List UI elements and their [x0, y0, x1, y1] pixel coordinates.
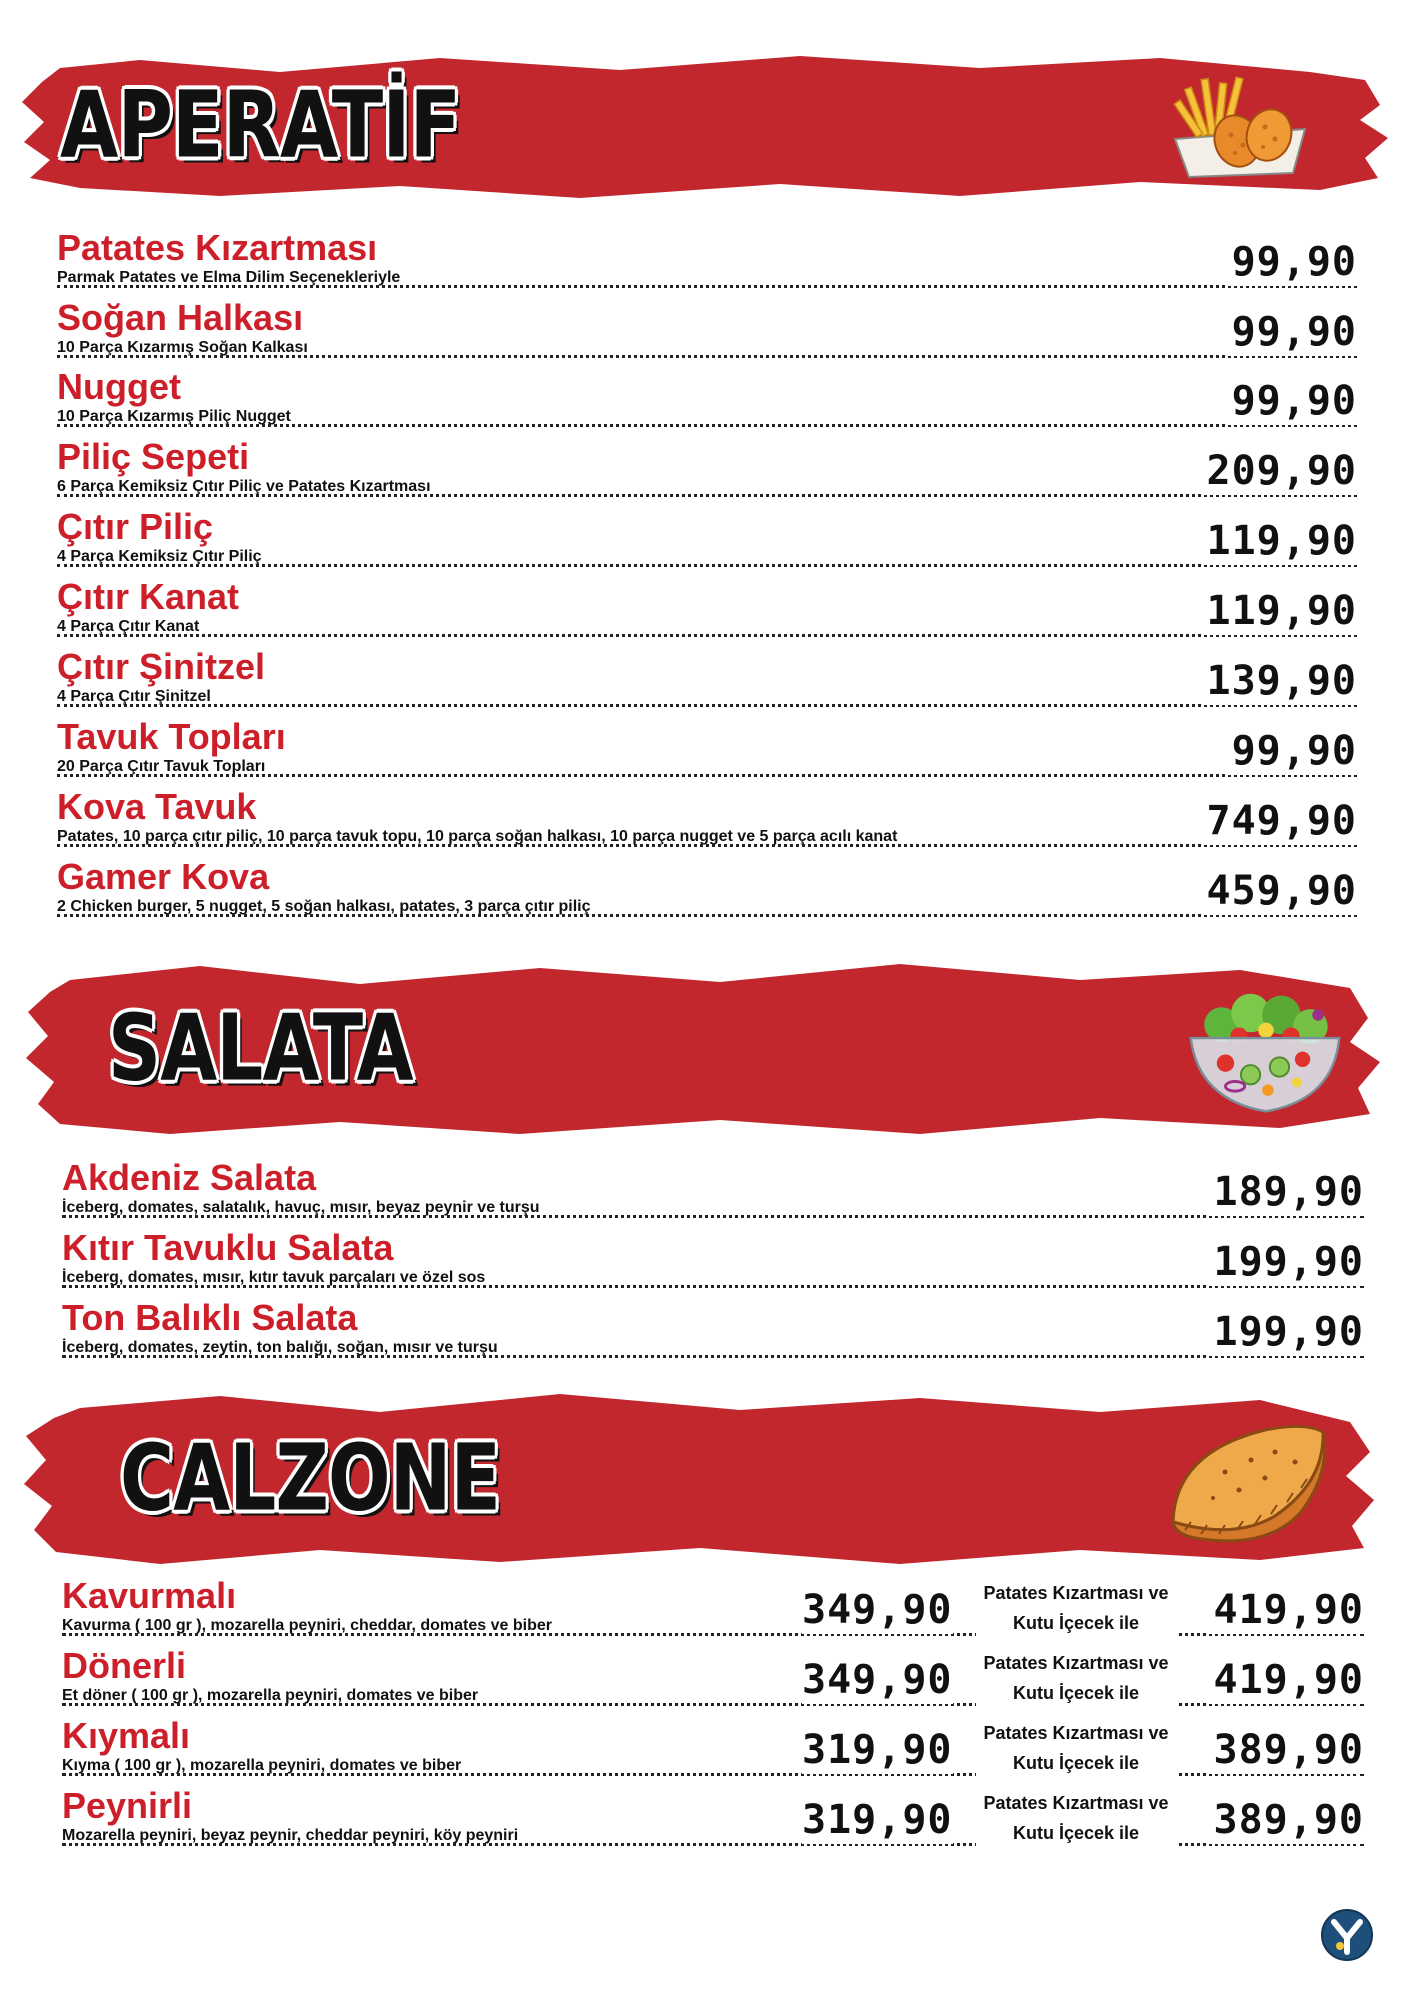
item-name: Soğan Halkası — [57, 297, 304, 338]
item-description: 10 Parça Kızarmış Soğan Kalkası — [57, 339, 308, 356]
item-price: 209,90 — [1201, 447, 1358, 495]
item-price: 349,90 — [802, 1657, 953, 1703]
combo-price: 389,90 — [1208, 1796, 1365, 1844]
combo-label — [976, 1788, 1176, 1848]
menu-item — [62, 1298, 1364, 1368]
menu-item — [62, 1716, 1364, 1786]
item-price: 99,90 — [1226, 727, 1357, 775]
menu-item — [57, 507, 1357, 577]
item-name: Kavurmalı — [62, 1575, 237, 1616]
menu-item — [57, 787, 1357, 857]
dotted-leader — [62, 1215, 1364, 1218]
item-name: Dönerli — [62, 1645, 187, 1686]
item-description: 4 Parça Çıtır Şinitzel — [57, 688, 211, 705]
section-banner-salata — [20, 958, 1390, 1138]
item-price: 319,90 — [802, 1797, 953, 1843]
item-description: 6 Parça Kemiksiz Çıtır Piliç ve Patates Kızartması — [57, 478, 431, 495]
combo-label-line2: Kutu İçecek ile — [1012, 1753, 1140, 1773]
dotted-leader — [57, 424, 1357, 427]
combo-label-line1: Patates Kızartması ve — [983, 1583, 1169, 1603]
menu-item — [62, 1228, 1364, 1298]
combo-label-line2: Kutu İçecek ile — [1012, 1683, 1140, 1703]
dotted-leader — [57, 285, 1357, 288]
dotted-leader — [57, 914, 1357, 917]
salad-bowl-icon — [1180, 986, 1350, 1121]
dotted-leader — [57, 704, 1357, 707]
item-name: Akdeniz Salata — [62, 1157, 317, 1198]
fries-chicken-icon — [1165, 68, 1315, 180]
item-name: Çıtır Piliç — [57, 506, 214, 547]
item-price: 119,90 — [1201, 587, 1358, 635]
item-price: 349,90 — [802, 1587, 953, 1633]
item-price: 189,90 — [1208, 1168, 1365, 1216]
item-price: 459,90 — [1201, 867, 1358, 915]
section-title: CALZONE — [120, 1424, 501, 1532]
dotted-leader — [57, 634, 1357, 637]
combo-label-line1: Patates Kızartması ve — [983, 1653, 1169, 1673]
item-price: 319,90 — [802, 1727, 953, 1773]
calzone-icon — [1155, 1412, 1335, 1552]
item-description: İceberg, domates, salatalık, havuç, mısır, beyaz peynir ve turşu — [62, 1199, 540, 1216]
item-price: 99,90 — [1226, 377, 1357, 425]
item-name: Kıtır Tavuklu Salata — [62, 1227, 394, 1268]
menu-item — [57, 437, 1357, 507]
menu-item — [57, 717, 1357, 787]
item-description: 4 Parça Kemiksiz Çıtır Piliç — [57, 548, 262, 565]
brand-logo-icon — [1320, 1908, 1374, 1962]
item-name: Çıtır Şinitzel — [57, 646, 266, 687]
item-name: Nugget — [57, 366, 181, 407]
menu-item — [62, 1158, 1364, 1228]
item-description: İceberg, domates, zeytin, ton balığı, soğan, mısır ve turşu — [62, 1339, 498, 1356]
item-name: Tavuk Topları — [57, 716, 286, 757]
combo-price: 389,90 — [1208, 1726, 1365, 1774]
item-price: 199,90 — [1208, 1238, 1365, 1286]
dotted-leader — [57, 355, 1357, 358]
combo-label — [976, 1718, 1176, 1778]
item-description: Parmak Patates ve Elma Dilim Seçenekleriyle — [57, 269, 401, 286]
item-name: Peynirli — [62, 1785, 193, 1826]
item-description: Patates, 10 parça çıtır piliç, 10 parça tavuk topu, 10 parça soğan halkası, 10 parça nugget ve 5 parça acılı kanat — [57, 828, 898, 845]
item-price: 99,90 — [1226, 238, 1357, 286]
item-description: 20 Parça Çıtır Tavuk Topları — [57, 758, 266, 775]
item-price: 119,90 — [1201, 517, 1358, 565]
menu-item — [57, 298, 1357, 368]
menu-item — [62, 1576, 1364, 1646]
menu-item — [57, 228, 1357, 298]
combo-label-line2: Kutu İçecek ile — [1012, 1823, 1140, 1843]
item-description: 4 Parça Çıtır Kanat — [57, 618, 200, 635]
item-name: Kova Tavuk — [57, 786, 257, 827]
dotted-leader — [57, 844, 1357, 847]
item-name: Ton Balıklı Salata — [62, 1297, 358, 1338]
item-description: Kıyma ( 100 gr ), mozarella peyniri, domates ve biber — [62, 1757, 462, 1774]
combo-label-line1: Patates Kızartması ve — [983, 1793, 1169, 1813]
item-name: Piliç Sepeti — [57, 436, 250, 477]
item-price: 749,90 — [1201, 797, 1358, 845]
item-name: Kıymalı — [62, 1715, 191, 1756]
section-banner-calzone — [20, 1388, 1390, 1568]
section-title: SALATA — [108, 994, 413, 1102]
item-price: 199,90 — [1208, 1308, 1365, 1356]
item-description: 2 Chicken burger, 5 nugget, 5 soğan halkası, patates, 3 parça çıtır piliç — [57, 898, 591, 915]
item-description: 10 Parça Kızarmış Piliç Nugget — [57, 408, 291, 425]
dotted-leader — [62, 1355, 1364, 1358]
item-description: Et döner ( 100 gr ), mozarella peyniri, domates ve biber — [62, 1687, 479, 1704]
item-description: Kavurma ( 100 gr ), mozarella peyniri, cheddar, domates ve biber — [62, 1617, 552, 1634]
item-description: Mozarella peyniri, beyaz peynir, cheddar peyniri, köy peyniri — [62, 1827, 519, 1844]
menu-item — [62, 1786, 1364, 1856]
menu-item — [57, 577, 1357, 647]
dotted-leader — [57, 774, 1357, 777]
menu-item — [57, 367, 1357, 437]
combo-price: 419,90 — [1208, 1656, 1365, 1704]
section-title: APERATİF — [60, 71, 461, 179]
combo-label — [976, 1648, 1176, 1708]
menu-item — [57, 857, 1357, 927]
item-description: İceberg, domates, mısır, kıtır tavuk parçaları ve özel sos — [62, 1269, 486, 1286]
item-name: Gamer Kova — [57, 856, 270, 897]
section-banner-aperatif — [20, 50, 1390, 200]
menu-item — [62, 1646, 1364, 1716]
combo-label — [976, 1578, 1176, 1638]
item-name: Çıtır Kanat — [57, 576, 240, 617]
combo-label-line1: Patates Kızartması ve — [983, 1723, 1169, 1743]
item-price: 99,90 — [1226, 308, 1357, 356]
combo-label-line2: Kutu İçecek ile — [1012, 1613, 1140, 1633]
dotted-leader — [57, 564, 1357, 567]
item-name: Patates Kızartması — [57, 227, 378, 268]
menu-item — [57, 647, 1357, 717]
combo-price: 419,90 — [1208, 1586, 1365, 1634]
dotted-leader — [57, 494, 1357, 497]
dotted-leader — [62, 1285, 1364, 1288]
item-price: 139,90 — [1201, 657, 1358, 705]
